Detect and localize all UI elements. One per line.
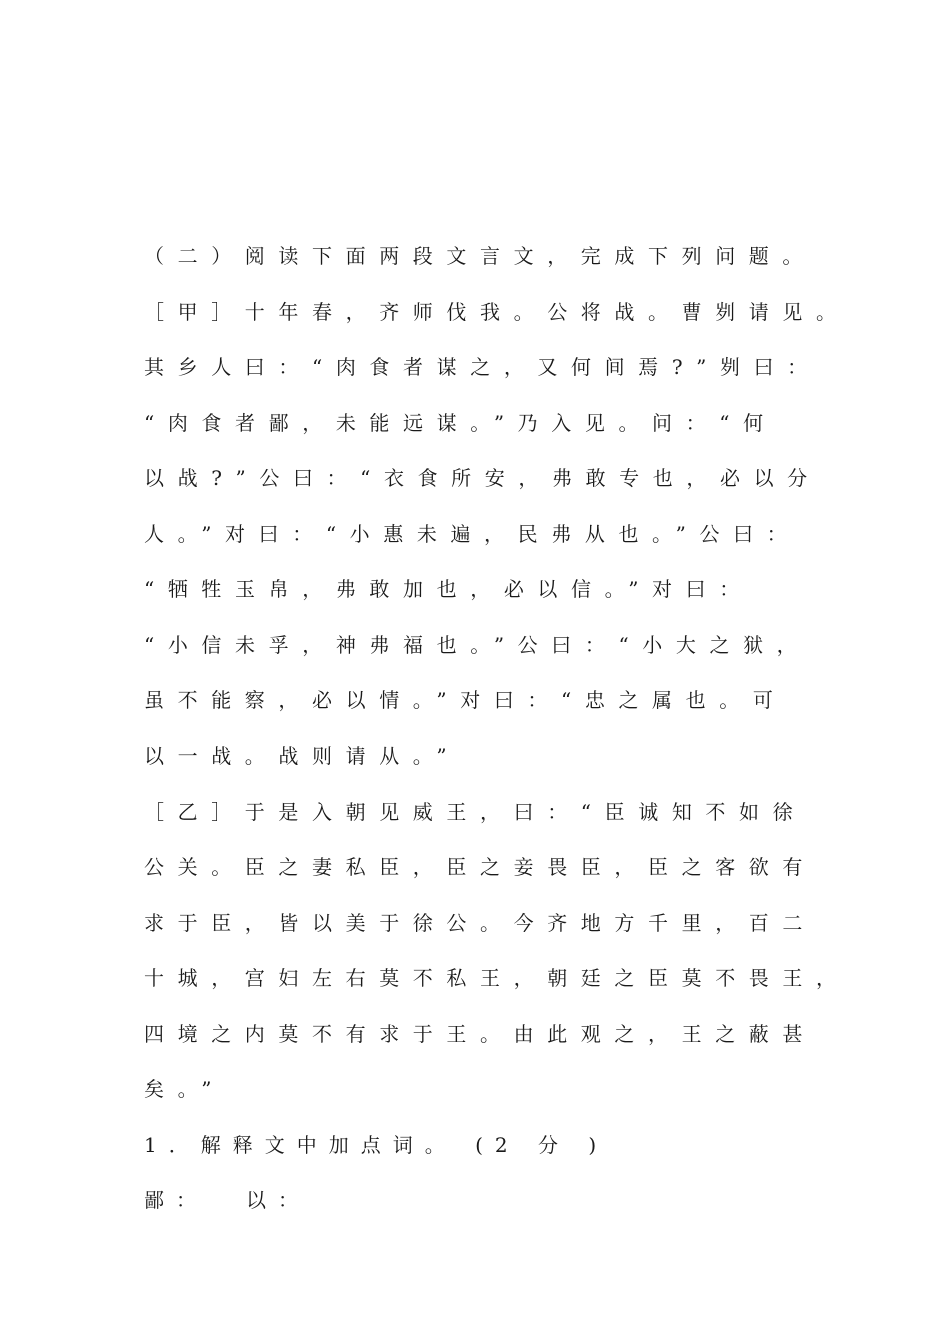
- passage-line: “小信未孚，神弗福也。”公曰：“小大之狱，: [144, 633, 811, 657]
- passage-line: 公关。臣之妻私臣，臣之妾畏臣，臣之客欲有: [144, 855, 816, 879]
- passage-line: 以战?”公曰：“衣食所安，弗敢专也，必以分: [144, 466, 821, 490]
- passage-line: 虽不能察，必以情。”对曰：“忠之属也。可: [144, 688, 787, 712]
- section-heading: （二）阅读下面两段文言文，完成下列问题。: [144, 244, 816, 268]
- question-1: 1．解释文中加点词。 (2 分 ): [144, 1133, 609, 1157]
- passage-line: 四境之内莫不有求于王。由此观之，王之蔽甚: [144, 1022, 816, 1046]
- passage-line: ［甲］十年春，齐师伐我。公将战。曹刿请见。: [144, 300, 850, 324]
- passage-line: “牺牲玉帛，弗敢加也，必以信。”对曰：: [144, 577, 753, 601]
- passage-line: 十城，宫妇左右莫不私王，朝廷之臣莫不畏王，: [144, 966, 850, 990]
- passage-line: 以一战。战则请从。”: [144, 744, 461, 768]
- answer-row: [144, 1184, 544, 1216]
- passage-line: 人。”对曰：“小惠未遍，民弗从也。”公曰：: [144, 522, 801, 546]
- passage-line: ［乙］于是入朝见威王，曰：“臣诚知不如徐: [144, 800, 807, 824]
- passage-line: 矣。”: [144, 1077, 226, 1101]
- answer-label-bi: 鄙：: [144, 1188, 208, 1212]
- passage-line: 求于臣，皆以美于徐公。今齐地方千里，百二: [144, 911, 816, 935]
- passage-line: “肉食者鄙，未能远谋。”乃入见。问：“何: [144, 411, 777, 435]
- passage-line: 其乡人曰：“肉食者谋之，又何间焉?”刿曰：: [144, 355, 821, 379]
- answer-label-yi: 以：: [246, 1188, 310, 1212]
